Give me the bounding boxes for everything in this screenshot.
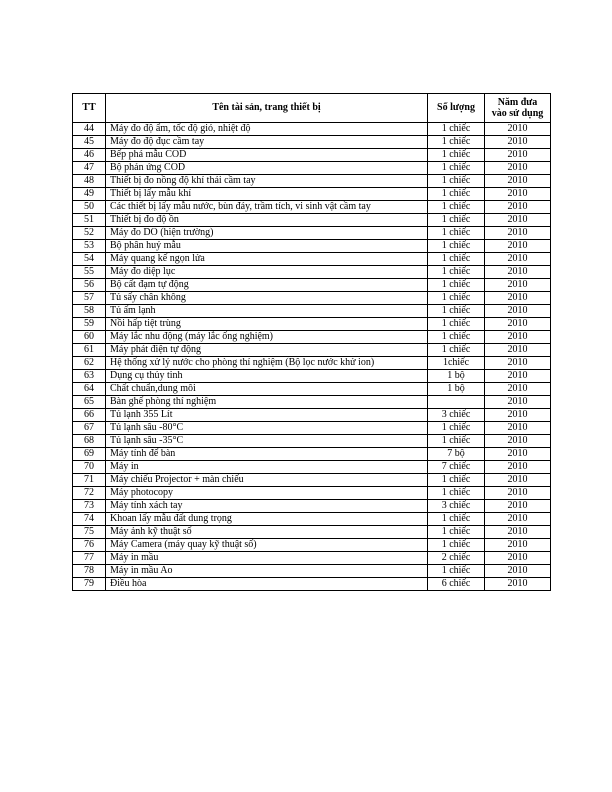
table-row bbox=[73, 539, 551, 552]
row-year-cell: 2010 bbox=[485, 292, 551, 305]
row-name-cell: Máy quang kế ngọn lửa bbox=[106, 253, 428, 266]
row-name-cell: Thiết bị đo nồng độ khí thải cầm tay bbox=[106, 175, 428, 188]
row-year-cell: 2010 bbox=[485, 175, 551, 188]
row-qty-cell: 3 chiếc bbox=[428, 500, 485, 513]
row-tt-cell: 79 bbox=[73, 578, 106, 591]
row-year-cell: 2010 bbox=[485, 344, 551, 357]
table-row bbox=[73, 526, 551, 539]
header-year bbox=[485, 94, 551, 123]
row-year-cell: 2010 bbox=[485, 539, 551, 552]
table-row bbox=[73, 383, 551, 396]
row-tt-cell: 52 bbox=[73, 227, 106, 240]
row-year-cell: 2010 bbox=[485, 318, 551, 331]
table-row bbox=[73, 188, 551, 201]
row-year-cell: 2010 bbox=[485, 396, 551, 409]
row-name-cell: Máy in mầu bbox=[106, 552, 428, 565]
row-qty-cell: 1 chiếc bbox=[428, 279, 485, 292]
row-year-cell: 2010 bbox=[485, 201, 551, 214]
row-year-cell: 2010 bbox=[485, 370, 551, 383]
table-row bbox=[73, 370, 551, 383]
table-row bbox=[73, 279, 551, 292]
row-qty-cell: 1 chiếc bbox=[428, 435, 485, 448]
table-row bbox=[73, 240, 551, 253]
row-qty-cell: 1 chiếc bbox=[428, 227, 485, 240]
row-qty-cell: 7 chiếc bbox=[428, 461, 485, 474]
table-row bbox=[73, 487, 551, 500]
row-name-cell: Máy đo độ ẩm, tốc độ gió, nhiệt độ bbox=[106, 123, 428, 136]
row-tt-cell: 74 bbox=[73, 513, 106, 526]
row-tt-cell: 78 bbox=[73, 565, 106, 578]
row-name-cell: Máy tính để bàn bbox=[106, 448, 428, 461]
header-qty: Số lượng bbox=[428, 94, 485, 123]
row-year-cell: 2010 bbox=[485, 461, 551, 474]
row-year-cell: 2010 bbox=[485, 435, 551, 448]
row-qty-cell: 1 chiếc bbox=[428, 513, 485, 526]
row-tt-cell: 60 bbox=[73, 331, 106, 344]
row-name-cell: Khoan lấy mẫu đất dung trọng bbox=[106, 513, 428, 526]
row-tt-cell: 56 bbox=[73, 279, 106, 292]
table-row bbox=[73, 266, 551, 279]
row-tt-cell: 58 bbox=[73, 305, 106, 318]
row-qty-cell: 1 chiếc bbox=[428, 149, 485, 162]
row-tt-cell: 53 bbox=[73, 240, 106, 253]
row-name-cell: Tủ ấm lạnh bbox=[106, 305, 428, 318]
row-year-cell: 2010 bbox=[485, 500, 551, 513]
row-year-cell: 2010 bbox=[485, 162, 551, 175]
row-name-cell: Máy photocopy bbox=[106, 487, 428, 500]
table-row bbox=[73, 123, 551, 136]
table-row bbox=[73, 461, 551, 474]
row-qty-cell: 1 chiếc bbox=[428, 565, 485, 578]
row-year-cell: 2010 bbox=[485, 253, 551, 266]
row-name-cell: Máy tính xách tay bbox=[106, 500, 428, 513]
row-name-cell: Bộ phản ứng COD bbox=[106, 162, 428, 175]
table-row bbox=[73, 513, 551, 526]
row-year-cell: 2010 bbox=[485, 123, 551, 136]
row-qty-cell: 1 chiếc bbox=[428, 305, 485, 318]
row-qty-cell: 1 chiếc bbox=[428, 214, 485, 227]
table-row bbox=[73, 435, 551, 448]
row-qty-cell: 1 chiếc bbox=[428, 487, 485, 500]
table-row bbox=[73, 422, 551, 435]
row-tt-cell: 57 bbox=[73, 292, 106, 305]
table-row bbox=[73, 448, 551, 461]
row-name-cell: Máy ảnh kỹ thuật số bbox=[106, 526, 428, 539]
row-qty-cell: 2 chiếc bbox=[428, 552, 485, 565]
row-name-cell: Chất chuẩn,dung môi bbox=[106, 383, 428, 396]
row-name-cell: Máy phát điện tự động bbox=[106, 344, 428, 357]
table-row bbox=[73, 357, 551, 370]
row-qty-cell: 1 chiếc bbox=[428, 422, 485, 435]
row-year-cell: 2010 bbox=[485, 474, 551, 487]
row-name-cell: Tủ sấy chân không bbox=[106, 292, 428, 305]
row-name-cell: Bộ phân huỷ mẫu bbox=[106, 240, 428, 253]
header-tt: TT bbox=[73, 94, 106, 123]
row-year-cell: 2010 bbox=[485, 513, 551, 526]
row-qty-cell: 1 chiếc bbox=[428, 253, 485, 266]
table-row bbox=[73, 409, 551, 422]
row-qty-cell: 1 bộ bbox=[428, 370, 485, 383]
row-name-cell: Thiết bị lấy mẫu khí bbox=[106, 188, 428, 201]
row-year-cell: 2010 bbox=[485, 136, 551, 149]
row-year-cell: 2010 bbox=[485, 383, 551, 396]
table-row bbox=[73, 578, 551, 591]
row-qty-cell: 1 chiếc bbox=[428, 318, 485, 331]
table-header bbox=[73, 94, 551, 123]
row-tt-cell: 73 bbox=[73, 500, 106, 513]
row-qty-cell: 1 chiếc bbox=[428, 344, 485, 357]
row-name-cell: Nồi hấp tiệt trùng bbox=[106, 318, 428, 331]
row-year-cell: 2010 bbox=[485, 422, 551, 435]
row-tt-cell: 66 bbox=[73, 409, 106, 422]
row-tt-cell: 65 bbox=[73, 396, 106, 409]
row-qty-cell: 1 chiếc bbox=[428, 136, 485, 149]
table-row bbox=[73, 227, 551, 240]
row-qty-cell: 1 chiếc bbox=[428, 188, 485, 201]
row-qty-cell: 1 chiếc bbox=[428, 526, 485, 539]
table-row bbox=[73, 253, 551, 266]
row-name-cell: Thiết bị đo độ ồn bbox=[106, 214, 428, 227]
row-qty-cell: 1 chiếc bbox=[428, 123, 485, 136]
row-name-cell: Điều hòa bbox=[106, 578, 428, 591]
row-year-cell: 2010 bbox=[485, 526, 551, 539]
row-name-cell: Máy đo diệp lục bbox=[106, 266, 428, 279]
table-row bbox=[73, 331, 551, 344]
row-name-cell: Bàn ghế phòng thí nghiệm bbox=[106, 396, 428, 409]
row-year-cell: 2010 bbox=[485, 305, 551, 318]
row-qty-cell: 3 chiếc bbox=[428, 409, 485, 422]
table-row bbox=[73, 175, 551, 188]
header-row bbox=[73, 94, 551, 123]
row-year-cell: 2010 bbox=[485, 227, 551, 240]
header-year-line1: Năm đưa bbox=[497, 96, 538, 108]
row-qty-cell: 1 chiếc bbox=[428, 292, 485, 305]
row-tt-cell: 55 bbox=[73, 266, 106, 279]
asset-table bbox=[72, 93, 551, 591]
row-year-cell: 2010 bbox=[485, 331, 551, 344]
row-name-cell: Máy in mầu Ao bbox=[106, 565, 428, 578]
table-row bbox=[73, 305, 551, 318]
row-qty-cell: 1 chiếc bbox=[428, 539, 485, 552]
table-row bbox=[73, 214, 551, 227]
row-name-cell: Máy in bbox=[106, 461, 428, 474]
table-row bbox=[73, 500, 551, 513]
table-row bbox=[73, 474, 551, 487]
row-tt-cell: 68 bbox=[73, 435, 106, 448]
row-qty-cell: 1 chiếc bbox=[428, 331, 485, 344]
row-name-cell: Máy chiếu Projector + màn chiếu bbox=[106, 474, 428, 487]
row-year-cell: 2010 bbox=[485, 188, 551, 201]
row-name-cell: Máy Camera (máy quay kỹ thuật số) bbox=[106, 539, 428, 552]
row-qty-cell: 1 chiếc bbox=[428, 201, 485, 214]
row-qty-cell bbox=[428, 396, 485, 409]
row-tt-cell: 61 bbox=[73, 344, 106, 357]
row-tt-cell: 51 bbox=[73, 214, 106, 227]
row-qty-cell: 6 chiếc bbox=[428, 578, 485, 591]
row-name-cell: Máy lắc nhu động (máy lắc ống nghiệm) bbox=[106, 331, 428, 344]
row-year-cell: 2010 bbox=[485, 448, 551, 461]
row-qty-cell: 1 chiếc bbox=[428, 175, 485, 188]
row-year-cell: 2010 bbox=[485, 487, 551, 500]
row-qty-cell: 1chiếc bbox=[428, 357, 485, 370]
row-year-cell: 2010 bbox=[485, 279, 551, 292]
table-row bbox=[73, 565, 551, 578]
row-year-cell: 2010 bbox=[485, 240, 551, 253]
row-qty-cell: 1 chiếc bbox=[428, 474, 485, 487]
row-name-cell: Tủ lạnh sâu -80°C bbox=[106, 422, 428, 435]
row-year-cell: 2010 bbox=[485, 357, 551, 370]
row-tt-cell: 50 bbox=[73, 201, 106, 214]
row-tt-cell: 45 bbox=[73, 136, 106, 149]
row-tt-cell: 75 bbox=[73, 526, 106, 539]
row-name-cell: Bộ cất đạm tự động bbox=[106, 279, 428, 292]
row-tt-cell: 59 bbox=[73, 318, 106, 331]
row-tt-cell: 44 bbox=[73, 123, 106, 136]
row-year-cell: 2010 bbox=[485, 214, 551, 227]
table-row bbox=[73, 396, 551, 409]
row-name-cell: Máy đo độ đục cầm tay bbox=[106, 136, 428, 149]
row-year-cell: 2010 bbox=[485, 409, 551, 422]
row-tt-cell: 62 bbox=[73, 357, 106, 370]
row-year-cell: 2010 bbox=[485, 149, 551, 162]
row-qty-cell: 1 chiếc bbox=[428, 266, 485, 279]
row-tt-cell: 77 bbox=[73, 552, 106, 565]
row-tt-cell: 71 bbox=[73, 474, 106, 487]
row-year-cell: 2010 bbox=[485, 565, 551, 578]
row-tt-cell: 69 bbox=[73, 448, 106, 461]
row-qty-cell: 7 bộ bbox=[428, 448, 485, 461]
table-row bbox=[73, 344, 551, 357]
table-row bbox=[73, 552, 551, 565]
row-qty-cell: 1 chiếc bbox=[428, 240, 485, 253]
row-qty-cell: 1 chiếc bbox=[428, 162, 485, 175]
table-row bbox=[73, 162, 551, 175]
row-tt-cell: 70 bbox=[73, 461, 106, 474]
row-year-cell: 2010 bbox=[485, 266, 551, 279]
row-name-cell: Bếp phá mẫu COD bbox=[106, 149, 428, 162]
row-tt-cell: 46 bbox=[73, 149, 106, 162]
row-tt-cell: 76 bbox=[73, 539, 106, 552]
table-row bbox=[73, 292, 551, 305]
table-row bbox=[73, 318, 551, 331]
table-body bbox=[73, 123, 551, 591]
row-name-cell: Tủ lạnh 355 Lít bbox=[106, 409, 428, 422]
row-name-cell: Hệ thống xử lý nước cho phòng thí nghiệm (Bộ lọc nước khử ion) bbox=[106, 357, 428, 370]
row-tt-cell: 47 bbox=[73, 162, 106, 175]
header-year-line2: vào sử dụng bbox=[491, 108, 544, 119]
row-name-cell: Máy đo DO (hiện trường) bbox=[106, 227, 428, 240]
row-tt-cell: 63 bbox=[73, 370, 106, 383]
row-tt-cell: 49 bbox=[73, 188, 106, 201]
row-year-cell: 2010 bbox=[485, 578, 551, 591]
row-tt-cell: 64 bbox=[73, 383, 106, 396]
row-name-cell: Dụng cụ thủy tinh bbox=[106, 370, 428, 383]
row-tt-cell: 48 bbox=[73, 175, 106, 188]
table-row bbox=[73, 201, 551, 214]
row-qty-cell: 1 bộ bbox=[428, 383, 485, 396]
table-row bbox=[73, 136, 551, 149]
row-name-cell: Tủ lạnh sâu -35°C bbox=[106, 435, 428, 448]
table-row bbox=[73, 149, 551, 162]
row-tt-cell: 54 bbox=[73, 253, 106, 266]
row-name-cell: Các thiết bị lấy mẫu nước, bùn đáy, trầm tích, vi sinh vật cầm tay bbox=[106, 201, 428, 214]
row-year-cell: 2010 bbox=[485, 552, 551, 565]
row-tt-cell: 72 bbox=[73, 487, 106, 500]
row-tt-cell: 67 bbox=[73, 422, 106, 435]
header-name: Tên tài sản, trang thiết bị bbox=[106, 94, 428, 123]
